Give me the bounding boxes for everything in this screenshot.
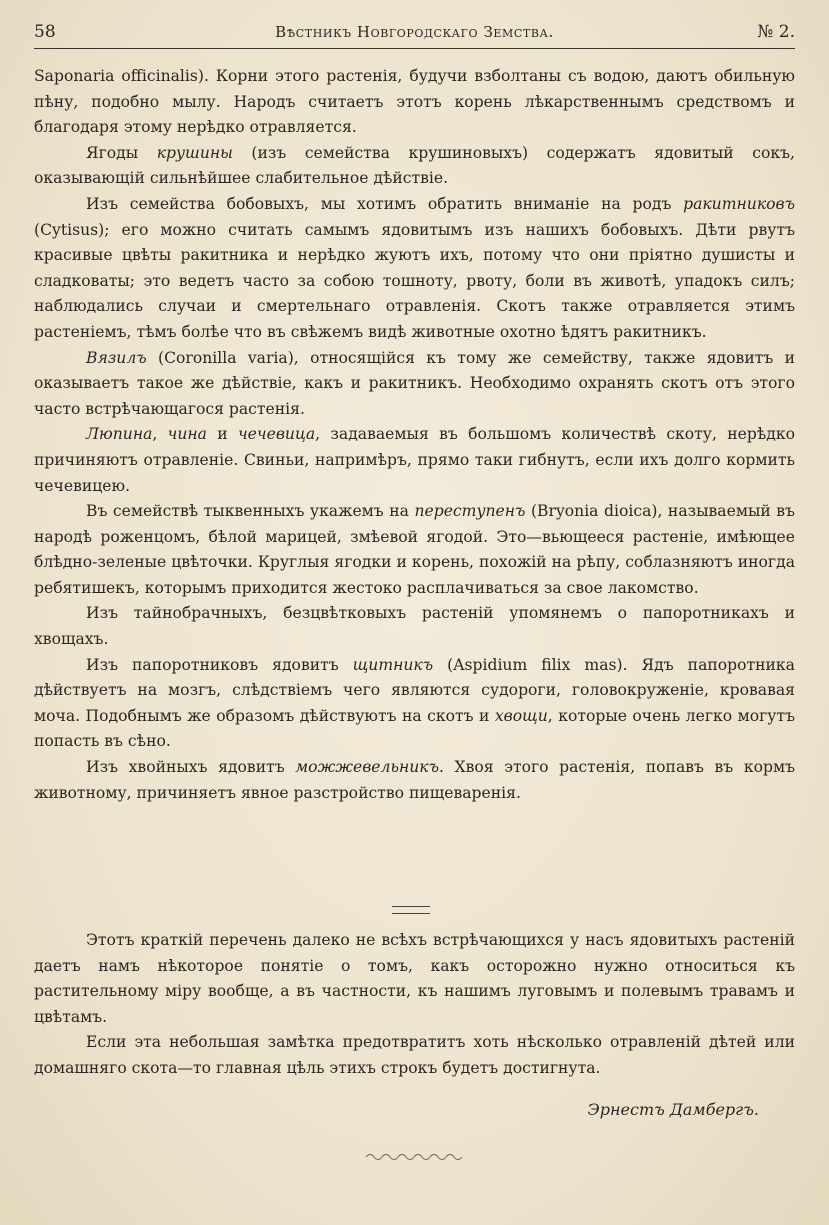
- section-divider: [392, 906, 430, 914]
- journal-title: Вѣстникъ Новгородскаго Земства.: [275, 23, 554, 41]
- author-signature: Эрнестъ Дамбергъ.: [587, 1100, 759, 1119]
- text-run: (Coronilla varia), относящійся къ тому же семейству, также ядовитъ и оказываетъ такое же дѣйствіе, какъ и ракитникъ. Необходимо охранять скотъ отъ этого часто встрѣчающагося растенія.: [34, 348, 795, 418]
- running-header: [34, 18, 795, 49]
- paragraph: Этотъ краткій перечень далеко не всѣхъ встрѣчающихся у насъ ядовитыхъ растеній даетъ намъ нѣкоторое понятіе о томъ, какъ осторожно нужно относиться къ растительному міру вообще, а въ частности, къ нашимъ луговымъ и полевымъ травамъ и цвѣтамъ.: [34, 931, 795, 1026]
- paragraph: [34, 422, 795, 499]
- text-run: Saponaria officinalis). Корни этого растенія, будучи взболтаны съ водою, даютъ обильную пѣну, подобно мылу. Народъ считаетъ этотъ корень лѣкарственнымъ средствомъ и благодаря этому нерѣдко отравляется.: [34, 67, 795, 137]
- text-run: , задаваемыя въ большомъ количествѣ скоту, нерѣдко причиняютъ отравленіе. Свиньи, напримѣръ, прямо таки гибнутъ, если ихъ долго кормить чечевицею.: [34, 425, 795, 495]
- end-flourish: [362, 1150, 462, 1164]
- text-run: . Хвоя этого растенія, попавъ въ кормъ животному, причиняетъ явное разстройство пищеваренія.: [34, 758, 795, 802]
- paragraph: [34, 141, 795, 192]
- paragraph: Если эта небольшая замѣтка предотвратитъ хоть нѣсколько отравленій дѣтей или домашняго скота—то главная цѣль этихъ строкъ будетъ достигнута.: [34, 1033, 795, 1077]
- italic-term: Люпина: [86, 425, 153, 444]
- text-run: Изъ папоротниковъ ядовитъ: [86, 655, 353, 674]
- text-run: ,: [152, 425, 168, 444]
- text-run: (Aspidium filix mas). Ядъ папоротника дѣйствуетъ на мозгъ, слѣдствіемъ чего являются судороги, головокруженіе, кровавая моча. Подобнымъ же образомъ дѣйствуютъ на скотъ и: [34, 655, 795, 725]
- italic-term: переступенъ: [414, 502, 526, 521]
- closing-remarks: [34, 928, 795, 1082]
- italic-term: крушины: [156, 143, 233, 162]
- paragraph: [34, 499, 795, 601]
- paragraph: [34, 601, 795, 652]
- issue-number: № 2.: [757, 22, 795, 42]
- italic-term: чечевица: [237, 425, 316, 444]
- text-run: (Bryonia dioica), называемый въ народѣ роженцомъ, бѣлой марицей, змѣевой ягодой. Это—вьющееся растеніе, имѣющее блѣдно-зеленые цвѣточки. Круглыя ягодки и корень, похожій на рѣпу, соблазняютъ иногда ребятишекъ, которымъ приходится жестоко расплачиваться за свое лакомство.: [34, 502, 795, 597]
- text-run: Ягоды: [86, 143, 157, 162]
- text-run: (изъ семейства крушиновыхъ) содержатъ ядовитый сокъ, оказывающій сильнѣйшее слабительное дѣйствіе.: [34, 143, 795, 188]
- italic-term: щитникъ: [352, 655, 434, 674]
- text-run: Изъ тайнобрачныхъ, безцвѣтковыхъ растеній упомянемъ о папоротникахъ и хвощахъ.: [34, 604, 795, 649]
- text-run: , которые очень легко могутъ попасть въ сѣно.: [34, 706, 795, 751]
- paragraph: [34, 64, 795, 141]
- article-body: [34, 64, 795, 806]
- text-run: Изъ хвойныхъ ядовитъ: [86, 758, 296, 777]
- text-run: (Cytisus); его можно считать самымъ ядовитымъ изъ нашихъ бобовыхъ. Дѣти рвутъ красивые цвѣты ракитника и нерѣдко жуютъ ихъ, потому что они пріятно душисты и сладковаты; это ведетъ часто за собою тошноту, рвоту, боли въ животѣ, упадокъ силъ; наблюдались случаи и смертельнаго отравленія. Скотъ также отравляется этимъ растеніемъ, тѣмъ болѣе что въ свѣжемъ видѣ животные охотно ѣдятъ ракитникъ.: [34, 220, 795, 341]
- text-run: Въ семействѣ тыквенныхъ укажемъ на: [86, 502, 415, 521]
- page-number: 58: [34, 22, 56, 42]
- paragraph: [34, 192, 795, 346]
- paragraph: [34, 755, 795, 806]
- italic-term: чина: [167, 425, 207, 444]
- text-run: Изъ семейства бобовыхъ, мы хотимъ обратить вниманіе на родъ: [86, 194, 684, 213]
- italic-term: хвощи: [494, 706, 548, 725]
- italic-term: можжевельникъ: [295, 758, 439, 777]
- italic-term: Вязилъ: [86, 348, 147, 367]
- paragraph: [34, 346, 795, 423]
- text-run: и: [206, 425, 238, 444]
- italic-term: ракитниковъ: [683, 194, 795, 213]
- paragraph: [34, 653, 795, 755]
